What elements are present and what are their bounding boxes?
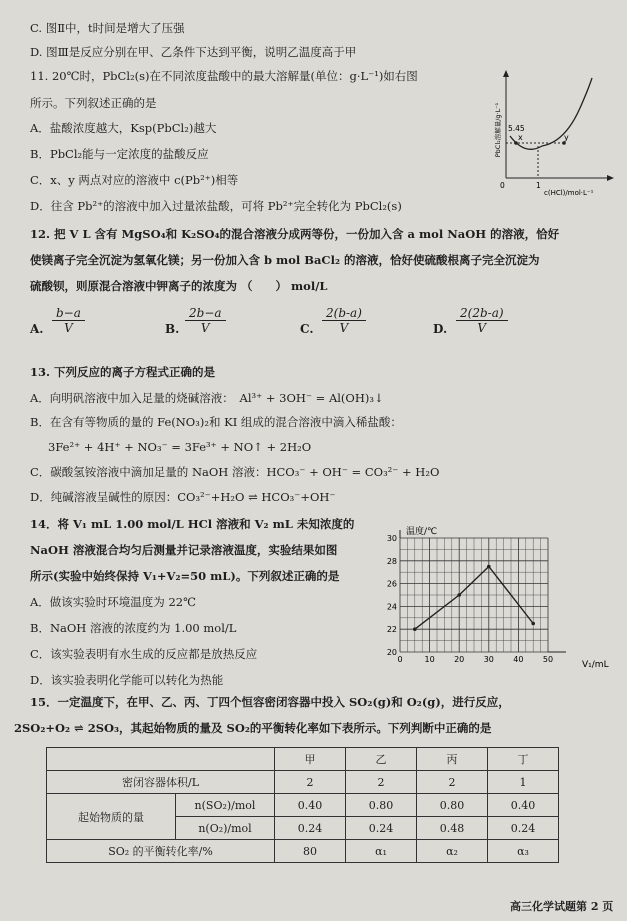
table-header-jia: 甲 <box>275 748 346 771</box>
y-mark-label: 5.45 <box>508 124 525 133</box>
table-cell: 0.24 <box>346 817 417 840</box>
q15-stem-line1: 15．一定温度下，在甲、乙、丙、丁四个恒容密闭容器中投入 SO₂(g)和 O₂(g)，进行反应， <box>30 695 510 709</box>
q12-option-a-denominator: V <box>64 321 73 335</box>
table-row <box>47 840 559 863</box>
q12-option-a-numerator: b−a <box>52 306 85 321</box>
table-cell: 0.24 <box>275 817 346 840</box>
q14-option-b: B．NaOH 溶液的浓度约为 1.00 mol/L <box>30 621 237 635</box>
table-cell: 0.48 <box>417 817 488 840</box>
q14-stem-line2: NaOH 溶液混合均匀后测量并记录溶液温度，实验结果如图 <box>30 543 338 557</box>
x-tick-label: 30 <box>483 655 494 664</box>
data-point <box>487 565 491 569</box>
y-tick-label: 24 <box>386 602 397 612</box>
q14-stem-line3: 所示(实验中始终保持 V₁+V₂=50 mL)。下列叙述正确的是 <box>30 569 340 583</box>
y-axis-label: 温度/℃ <box>406 527 438 537</box>
row-conversion-label: SO₂ 的平衡转化率/% <box>47 840 275 863</box>
q12-option-d-numerator: 2(2b-a) <box>456 306 508 321</box>
q12-option-a-letter: A. <box>30 322 44 336</box>
q12-option-b-fraction <box>185 306 226 335</box>
x-mark-label: 1 <box>536 181 541 190</box>
row-so2-label: n(SO₂)/mol <box>176 794 275 817</box>
row-start-label: 起始物质的量 <box>47 794 176 840</box>
table-cell: 2 <box>346 771 417 794</box>
table-cell: α₂ <box>417 840 488 863</box>
table-cell: 0.40 <box>275 794 346 817</box>
q12-option-c-fraction <box>322 306 366 335</box>
q12-option-d-denominator: V <box>477 321 487 335</box>
q11-option-c: C．x、y 两点对应的溶液中 c(Pb²⁺)相等 <box>30 173 239 187</box>
q11-option-d: D．往含 Pb²⁺的溶液中加入过量浓盐酸，可将 Pb²⁺完全转化为 PbCl₂(s) <box>30 199 402 213</box>
data-point <box>413 627 417 631</box>
q13-option-d: D．纯碱溶液呈碱性的原因：CO₃²⁻+H₂O ⇌ HCO₃⁻+OH⁻ <box>30 490 336 504</box>
x-tick-label: 50 <box>542 655 554 664</box>
y-tick-label: 22 <box>386 625 397 635</box>
q14-stem-line1: 14．将 V₁ mL 1.00 mol/L HCl 溶液和 V₂ mL 未知浓度的 <box>30 517 355 531</box>
table-cell: 0.80 <box>346 794 417 817</box>
q15-stem-line2: 2SO₂+O₂ ⇌ 2SO₃，其起始物质的量及 SO₂的平衡转化率如下表所示。下列判断中正确的是 <box>14 721 492 735</box>
data-point <box>531 622 535 626</box>
q12-option-a-fraction <box>52 306 85 335</box>
x-tick-label: 20 <box>454 655 465 664</box>
table-cell: 2 <box>275 771 346 794</box>
q11-option-a: A．盐酸浓度越大，Ksp(PbCl₂)越大 <box>30 121 217 135</box>
data-point <box>457 593 461 597</box>
q14-temperature-chart <box>376 524 624 674</box>
table-cell: 0.24 <box>488 817 559 840</box>
q13-stem: 13. 下列反应的离子方程式正确的是 <box>30 365 216 379</box>
q11-solubility-graph <box>480 68 620 198</box>
table-row <box>47 748 559 771</box>
q12-stem-line2: 使镁离子完全沉淀为氢氧化镁；另一份加入含 b mol BaCl₂ 的溶液，恰好使硫酸根离子完全沉淀为 <box>30 253 540 267</box>
y-tick-label: 26 <box>386 579 397 589</box>
q12-option-d-letter: D. <box>433 322 448 336</box>
x-axis-label: V₁/mL <box>582 660 609 670</box>
table-cell: 2 <box>417 771 488 794</box>
x-tick-label: 10 <box>424 655 435 664</box>
table-cell: α₁ <box>346 840 417 863</box>
q14-option-d: D．该实验表明化学能可以转化为热能 <box>30 673 224 687</box>
q12-option-b-letter: B. <box>165 322 180 336</box>
table-cell: 1 <box>488 771 559 794</box>
q10-option-d: D. 图Ⅲ是反应分别在甲、乙条件下达到平衡，说明乙温度高于甲 <box>30 45 357 59</box>
q12-stem-line3: 硫酸钡，则原混合溶液中钾离子的浓度为 （ ） mol/L <box>30 279 328 293</box>
q14-option-a: A．做该实验时环境温度为 22℃ <box>30 595 196 609</box>
q11-option-b: B．PbCl₂能与一定浓度的盐酸反应 <box>30 147 209 161</box>
q11-stem-line1: 11. 20℃时，PbCl₂(s)在不同浓度盐酸中的最大溶解量(单位：g·L⁻¹)如右图 <box>30 69 418 83</box>
table-row <box>47 771 559 794</box>
q12-option-c-numerator: 2(b-a) <box>322 306 366 321</box>
q12-stem-line1: 12. 把 V L 含有 MgSO₄和 K₂SO₄的混合溶液分成两等份，一份加入含 a mol NaOH 的溶液，恰好 <box>30 227 560 241</box>
y-tick-label: 20 <box>386 648 397 657</box>
q11-y-axis-label: PbCl₂溶解量/g·L⁻¹ <box>494 102 502 158</box>
y-tick-label: 30 <box>386 534 397 543</box>
q11-x-axis-label: c(HCl)/mol·L⁻¹ <box>544 189 594 197</box>
q10-option-c: C. 图Ⅱ中，t时间是增大了压强 <box>30 21 185 35</box>
y-tick-label: 28 <box>386 556 397 566</box>
x-tick-label: 0 <box>397 655 403 664</box>
q12-option-b-numerator: 2b−a <box>185 306 226 321</box>
table-header-bing: 丙 <box>417 748 488 771</box>
table-row <box>47 794 559 817</box>
row-o2-label: n(O₂)/mol <box>176 817 275 840</box>
point-x-label: x <box>518 133 523 142</box>
table-header-yi: 乙 <box>346 748 417 771</box>
q12-option-c-denominator: V <box>339 321 349 335</box>
q13-option-b-equation: 3Fe²⁺ + 4H⁺ + NO₃⁻ = 3Fe³⁺ + NO↑ + 2H₂O <box>48 440 312 454</box>
table-cell: 0.80 <box>417 794 488 817</box>
origin-label: 0 <box>500 181 505 190</box>
table-cell: 0.40 <box>488 794 559 817</box>
table-header-ding: 丁 <box>488 748 559 771</box>
point-y-label: y <box>564 133 569 142</box>
q12-option-d-fraction <box>456 306 508 335</box>
q12-option-c-letter: C. <box>300 322 314 336</box>
row-volume-label: 密闭容器体积/L <box>47 771 275 794</box>
chart-grid <box>400 530 566 652</box>
q12-option-b-denominator: V <box>200 321 210 335</box>
q13-option-b: B．在含有等物质的量的 Fe(NO₃)₂和 KI 组成的混合溶液中滴入稀盐酸： <box>30 415 402 429</box>
q15-data-table <box>46 747 559 863</box>
q13-option-c: C．碳酸氢铵溶液中滴加足量的 NaOH 溶液：HCO₃⁻ + OH⁻ = CO₃²⁻ + H₂O <box>30 465 440 479</box>
q11-stem-line2: 所示。下列叙述正确的是 <box>30 96 157 110</box>
table-cell: 80 <box>275 840 346 863</box>
x-tick-label: 40 <box>513 655 524 664</box>
table-header-blank <box>47 748 275 771</box>
page-footer: 高三化学试题第 2 页 <box>510 900 614 913</box>
q14-option-c: C．该实验表明有水生成的反应都是放热反应 <box>30 647 258 661</box>
q13-option-a: A．向明矾溶液中加入足量的烧碱溶液： Al³⁺ + 3OH⁻ = Al(OH)₃↓ <box>30 391 384 405</box>
table-cell: α₃ <box>488 840 559 863</box>
